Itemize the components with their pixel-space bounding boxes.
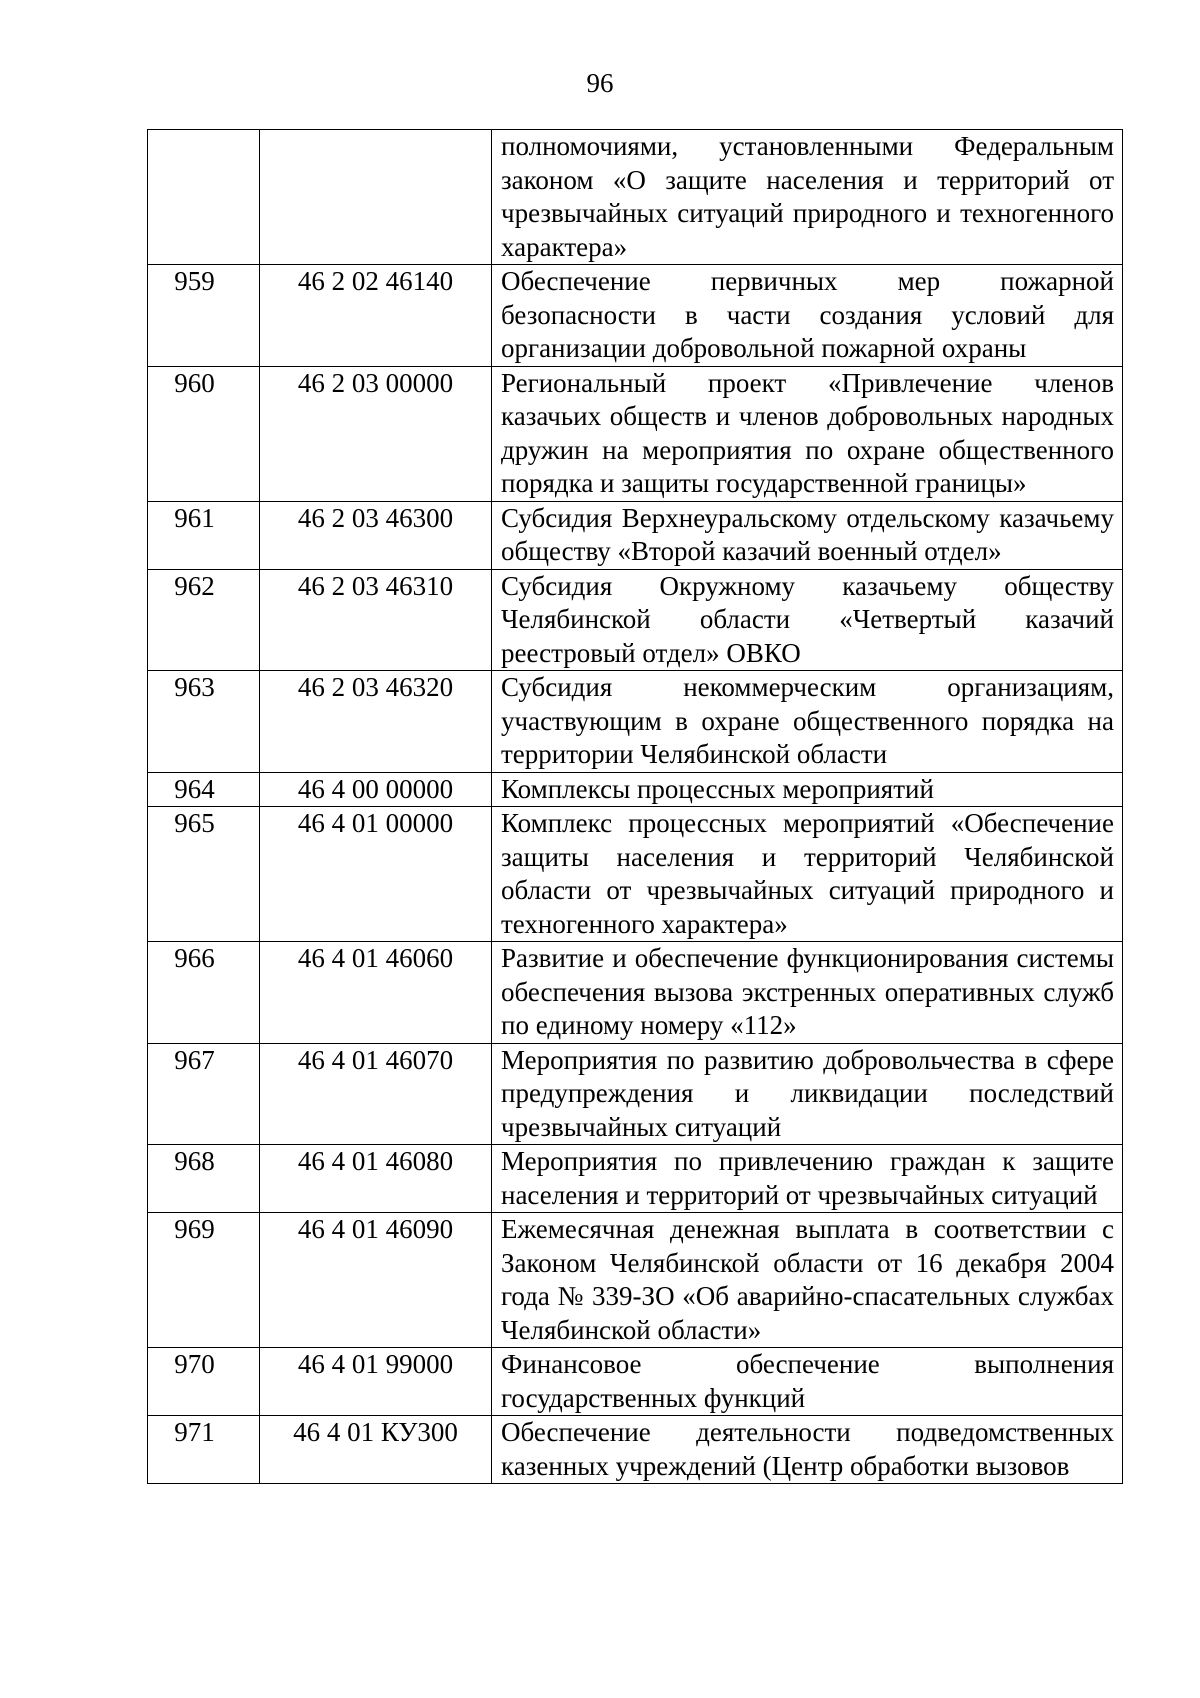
table-row (148, 1145, 1123, 1213)
table-row (148, 569, 1123, 671)
table-row (148, 807, 1123, 942)
table-row (148, 366, 1123, 501)
page-number: 96 (586, 68, 614, 98)
description-cell: Комплексы процессных мероприятий (492, 772, 1123, 807)
classification-code-cell: 46 4 01 99000 (260, 1348, 492, 1416)
row-number-cell: 963 (148, 671, 260, 773)
description-cell: Субсидия некоммерческим организациям, участвующим в охране общественного порядка на территории Челябинской области (492, 671, 1123, 773)
description-cell: Обеспечение первичных мер пожарной безопасности в части создания условий для организации добровольной пожарной охраны (492, 265, 1123, 367)
description-cell: полномочиями, установленными Федеральным законом «О защите населения и территорий от чрезвычайных ситуаций природного и техногенного характера» (492, 130, 1123, 265)
table-row (148, 671, 1123, 773)
description-cell: Мероприятия по привлечению граждан к защите населения и территорий от чрезвычайных ситуаций (492, 1145, 1123, 1213)
description-cell: Финансовое обеспечение выполнения государственных функций (492, 1348, 1123, 1416)
table-row (148, 1213, 1123, 1348)
classification-code-cell: 46 4 01 КУ300 (260, 1416, 492, 1484)
classification-code-cell: 46 4 01 46090 (260, 1213, 492, 1348)
description-cell: Обеспечение деятельности подведомственных казенных учреждений (Центр обработки вызовов (492, 1416, 1123, 1484)
classification-code-cell: 46 4 01 00000 (260, 807, 492, 942)
classification-code-cell: 46 2 03 46300 (260, 501, 492, 569)
classification-code-cell: 46 4 01 46060 (260, 942, 492, 1044)
table-row (148, 501, 1123, 569)
row-number-cell: 969 (148, 1213, 260, 1348)
table-row (148, 772, 1123, 807)
table-row (148, 1416, 1123, 1484)
row-number-cell: 961 (148, 501, 260, 569)
description-cell: Субсидия Верхнеуральскому отдельскому казачьему обществу «Второй казачий военный отдел» (492, 501, 1123, 569)
row-number-cell: 962 (148, 569, 260, 671)
row-number-cell: 966 (148, 942, 260, 1044)
row-number-cell (148, 130, 260, 265)
row-number-cell: 965 (148, 807, 260, 942)
description-cell: Региональный проект «Привлечение членов казачьих обществ и членов добровольных народных дружин на мероприятия по охране общественного порядка и защиты государственной границы» (492, 366, 1123, 501)
description-cell: Развитие и обеспечение функционирования системы обеспечения вызова экстренных оперативных служб по единому номеру «112» (492, 942, 1123, 1044)
description-cell: Мероприятия по развитию добровольчества в сфере предупреждения и ликвидации последствий чрезвычайных ситуаций (492, 1043, 1123, 1145)
table-row (148, 1043, 1123, 1145)
table-row (148, 130, 1123, 265)
row-number-cell: 960 (148, 366, 260, 501)
row-number-cell: 968 (148, 1145, 260, 1213)
row-number-cell: 967 (148, 1043, 260, 1145)
classification-code-cell: 46 2 02 46140 (260, 265, 492, 367)
description-cell: Ежемесячная денежная выплата в соответствии с Законом Челябинской области от 16 декабря 2004 года № 339-ЗО «Об аварийно-спасательных службах Челябинской области» (492, 1213, 1123, 1348)
row-number-cell: 970 (148, 1348, 260, 1416)
description-cell: Субсидия Окружному казачьему обществу Челябинской области «Четвертый казачий реестровый отдел» ОВКО (492, 569, 1123, 671)
classification-code-cell: 46 4 01 46070 (260, 1043, 492, 1145)
table-row (148, 942, 1123, 1044)
table-body (148, 130, 1123, 1484)
classification-code-cell: 46 2 03 46310 (260, 569, 492, 671)
classification-code-cell: 46 2 03 46320 (260, 671, 492, 773)
classification-code-cell (260, 130, 492, 265)
classification-code-cell: 46 4 01 46080 (260, 1145, 492, 1213)
description-cell: Комплекс процессных мероприятий «Обеспечение защиты населения и территорий Челябинской области от чрезвычайных ситуаций природного и техногенного характера» (492, 807, 1123, 942)
row-number-cell: 959 (148, 265, 260, 367)
row-number-cell: 971 (148, 1416, 260, 1484)
row-number-cell: 964 (148, 772, 260, 807)
classification-code-cell: 46 4 00 00000 (260, 772, 492, 807)
classification-code-cell: 46 2 03 00000 (260, 366, 492, 501)
table-row (148, 265, 1123, 367)
table-row (148, 1348, 1123, 1416)
budget-codes-table (147, 129, 1123, 1484)
